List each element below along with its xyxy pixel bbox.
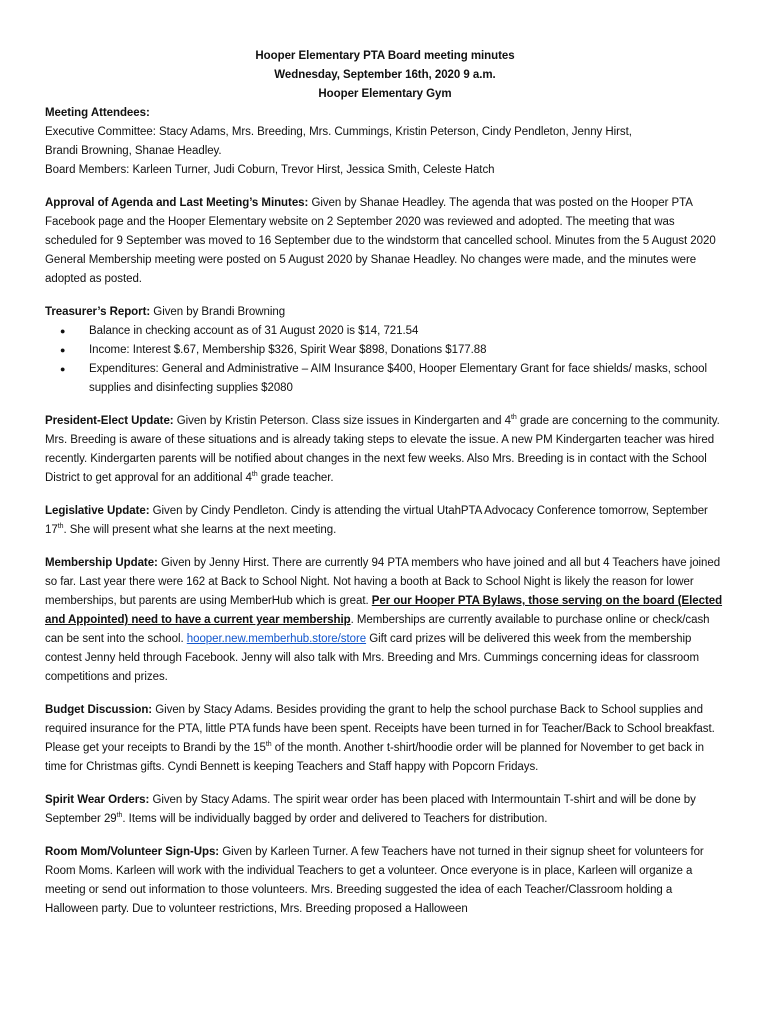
membership-label: Membership Update:: [45, 557, 158, 569]
spirit-wear-section: [45, 791, 725, 829]
bylaws-emphasis: Per our Hooper PTA Bylaws, those serving on the board (Elected and Appointed) need to have a current year membership: [45, 595, 723, 626]
spirit-wear-text: Given by Stacy Adams. The spirit wear order has been placed with Intermountain T-shirt and will be done by September 29: [45, 794, 696, 825]
approval-label: Approval of Agenda and Last Meeting’s Minutes:: [45, 197, 309, 209]
membership-text: . Memberships are currently available to purchase online or check/cash can be sent into the school.: [45, 614, 710, 645]
executive-committee-cont: Brandi Browning, Shanae Headley.: [45, 145, 222, 157]
room-mom-section: [45, 843, 725, 919]
ordinal-suffix: th: [510, 414, 517, 422]
budget-label: Budget Discussion:: [45, 704, 153, 716]
ordinal-suffix: th: [265, 741, 272, 749]
list-item: ● Balance in checking account as of 31 August 2020 is $14, 721.54: [89, 322, 725, 341]
approval-text: Given by Shanae Headley. The agenda that was posted on the Hooper PTA Facebook page and the Hooper Elementary website on 2 September 2020 was reviewed and adopted. The meeting that was scheduled for 9 September was moved to 16 September due to the windstorm that cancelled school. Minutes from the 5 August 2020 General Membership meeting were posted on 5 August 2020 by Shanae Headley. No changes were made, and the minutes were adopted as posted.: [45, 197, 716, 285]
list-item: ● Expenditures: General and Administrative – AIM Insurance $400, Hooper Elementary Grant for face shields/ masks, school supplies and disinfecting supplies $2080: [89, 360, 725, 398]
president-elect-text: Given by Kristin Peterson. Class size issues in Kindergarten and 4: [173, 415, 511, 427]
attendees-section: [45, 104, 725, 180]
treasurer-label: Treasurer’s Report:: [45, 306, 151, 318]
meeting-location: Hooper Elementary Gym: [318, 88, 452, 100]
budget-text: Given by Stacy Adams. Besides providing the grant to help the school purchase Back to School supplies and required insurance for the PTA, little PTA funds have been spent. Receipts have been turned in for Teacher/Back to School breakfast. Please get your receipts to Brandi by the 15: [45, 704, 715, 754]
legislative-text: Given by Cindy Pendleton. Cindy is attending the virtual UtahPTA Advocacy Conference tomorrow, September 17: [45, 505, 708, 536]
membership-text: Given by Jenny Hirst. There are currently 94 PTA members who have joined and all but 4 Teachers have joined so far. Last year there were 162 at Back to School Night. Not having a booth at Back to School Night is likely the reason for lower memberships, but parents are using MemberHub which is great.: [45, 557, 721, 607]
budget-section: [45, 701, 725, 777]
membership-text: Gift card prizes will be delivered this week from the membership contest Jenny held through Facebook. Jenny will also talk with Mrs. Breeding and Mrs. Cummings concerning ideas for classroom competitions and prizes.: [45, 633, 700, 683]
membership-section: [45, 554, 725, 687]
president-elect-section: [45, 412, 725, 488]
meeting-date: Wednesday, September 16th, 2020 9 a.m.: [274, 69, 496, 81]
ordinal-suffix: th: [116, 812, 123, 820]
president-elect-label: President-Elect Update:: [45, 415, 174, 427]
executive-committee: Executive Committee: Stacy Adams, Mrs. Breeding, Mrs. Cummings, Kristin Peterson, Cindy Pendleton, Jenny Hirst,: [45, 126, 632, 138]
minutes-document: [45, 47, 725, 919]
treasurer-list: [45, 322, 725, 398]
approval-section: [45, 194, 725, 289]
ordinal-suffix: th: [251, 471, 258, 479]
room-mom-text: Given by Karleen Turner. A few Teachers have not turned in their signup sheet for volunteers for Room Moms. Karleen will work with the individual Teachers to get a volunteer. Once everyone is in place, Karleen will organize a meeting or send out information to those volunteers. Mrs. Breeding suggested the idea of each Teacher/Classroom holding a Halloween party. Due to volunteer restrictions, Mrs. Breeding proposed a Halloween: [45, 846, 704, 915]
president-elect-text: grade are concerning to the community. Mrs. Breeding is aware of these situations and is already taking steps to elevate the issue. A new PM Kindergarten teacher was hired recently. Kindergarten parents will be notified about changes in the next few weeks. Also Mrs. Breeding is in contact with the School District to get approval for an additional 4: [45, 415, 720, 484]
president-elect-text: grade teacher.: [257, 472, 334, 484]
spirit-wear-label: Spirit Wear Orders:: [45, 794, 150, 806]
legislative-text: . She will present what she learns at the next meeting.: [63, 524, 337, 536]
spirit-wear-text: . Items will be individually bagged by order and delivered to Teachers for distribution.: [122, 813, 548, 825]
document-header: [45, 47, 725, 104]
board-members: Board Members: Karleen Turner, Judi Coburn, Trevor Hirst, Jessica Smith, Celeste Hatch: [45, 164, 495, 176]
document-title: Hooper Elementary PTA Board meeting minutes: [255, 50, 515, 62]
legislative-section: [45, 502, 725, 540]
treasurer-text: Given by Brandi Browning: [150, 306, 286, 318]
budget-text: of the month. Another t-shirt/hoodie order will be planned for November to get back in time for Christmas gifts. Cyndi Bennett is keeping Teachers and Staff happy with Popcorn Fridays.: [45, 742, 704, 773]
attendees-label: Meeting Attendees:: [45, 107, 150, 119]
legislative-label: Legislative Update:: [45, 505, 150, 517]
list-item: ● Income: Interest $.67, Membership $326, Spirit Wear $898, Donations $177.88: [89, 341, 725, 360]
ordinal-suffix: th: [57, 523, 64, 531]
room-mom-label: Room Mom/Volunteer Sign-Ups:: [45, 846, 220, 858]
memberhub-store-link[interactable]: hooper.new.memberhub.store/store: [186, 633, 367, 645]
treasurer-section: [45, 303, 725, 398]
